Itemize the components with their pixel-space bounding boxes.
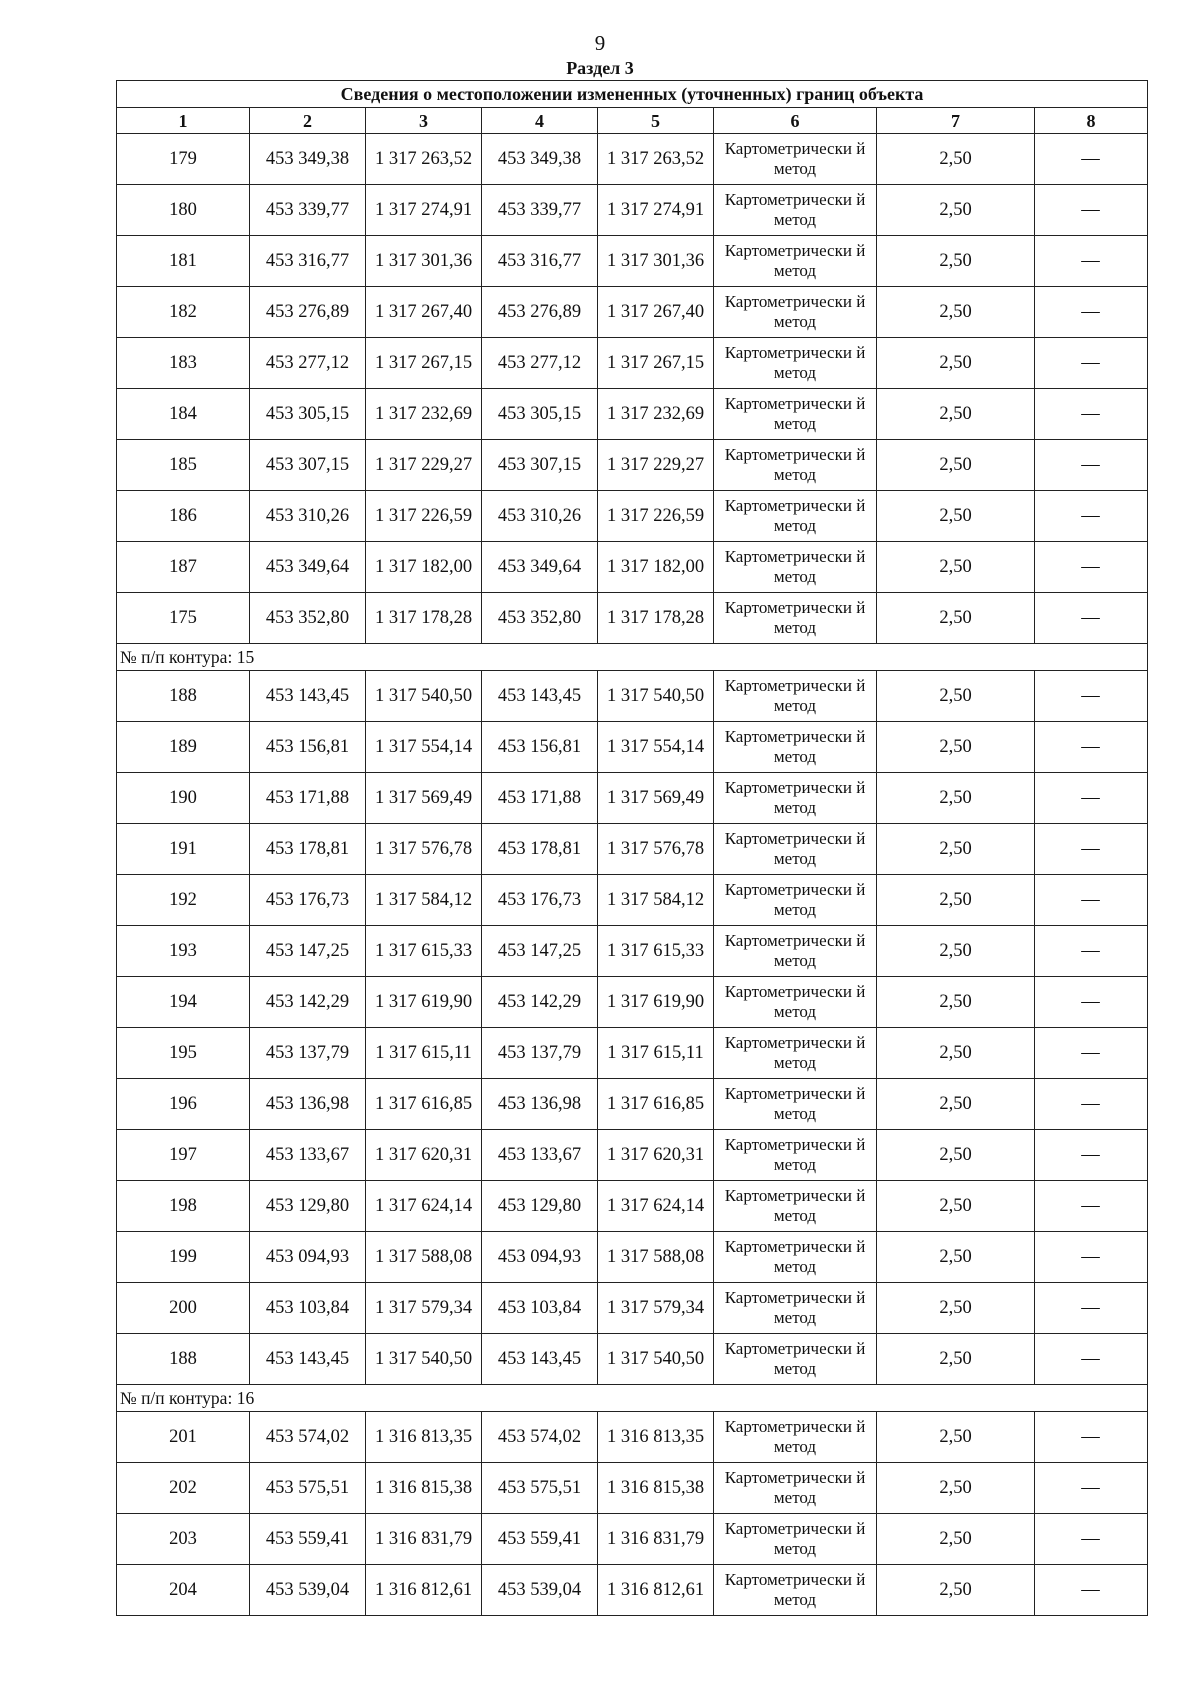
- method-cell: Картометрически й метод: [714, 389, 877, 440]
- point-number-cell: 183: [117, 338, 250, 389]
- notes-cell: —: [1035, 134, 1148, 185]
- table-row: [117, 722, 1148, 773]
- y-coordinate-cell: 1 317 267,40: [598, 287, 714, 338]
- y-coordinate-cell: 1 317 579,34: [366, 1283, 482, 1334]
- y-coordinate-cell: 1 317 588,08: [366, 1232, 482, 1283]
- notes-cell: —: [1035, 440, 1148, 491]
- point-number-cell: 195: [117, 1028, 250, 1079]
- point-number-cell: 193: [117, 926, 250, 977]
- method-cell: Картометрически й метод: [714, 1334, 877, 1385]
- table-row: [117, 875, 1148, 926]
- y-coordinate-cell: 1 317 624,14: [366, 1181, 482, 1232]
- table-row: [117, 926, 1148, 977]
- x-coordinate-cell: 453 349,64: [250, 542, 366, 593]
- x-coordinate-cell: 453 305,15: [482, 389, 598, 440]
- point-number-cell: 192: [117, 875, 250, 926]
- y-coordinate-cell: 1 317 263,52: [366, 134, 482, 185]
- point-number-cell: 180: [117, 185, 250, 236]
- accuracy-cell: 2,50: [877, 338, 1035, 389]
- y-coordinate-cell: 1 317 616,85: [366, 1079, 482, 1130]
- accuracy-cell: 2,50: [877, 491, 1035, 542]
- accuracy-cell: 2,50: [877, 1028, 1035, 1079]
- method-cell: Картометрически й метод: [714, 926, 877, 977]
- point-number-cell: 187: [117, 542, 250, 593]
- accuracy-cell: 2,50: [877, 722, 1035, 773]
- x-coordinate-cell: 453 307,15: [250, 440, 366, 491]
- notes-cell: —: [1035, 671, 1148, 722]
- notes-cell: —: [1035, 1232, 1148, 1283]
- point-number-cell: 186: [117, 491, 250, 542]
- column-number: 3: [366, 108, 482, 134]
- y-coordinate-cell: 1 317 540,50: [366, 671, 482, 722]
- table-row: [117, 1232, 1148, 1283]
- accuracy-cell: 2,50: [877, 134, 1035, 185]
- notes-cell: —: [1035, 722, 1148, 773]
- contour-header-row: [117, 644, 1148, 671]
- x-coordinate-cell: 453 349,38: [482, 134, 598, 185]
- point-number-cell: 204: [117, 1565, 250, 1616]
- x-coordinate-cell: 453 171,88: [250, 773, 366, 824]
- notes-cell: —: [1035, 491, 1148, 542]
- y-coordinate-cell: 1 317 540,50: [598, 671, 714, 722]
- y-coordinate-cell: 1 317 263,52: [598, 134, 714, 185]
- method-cell: Картометрически й метод: [714, 236, 877, 287]
- method-cell: Картометрически й метод: [714, 1514, 877, 1565]
- table-row: [117, 287, 1148, 338]
- notes-cell: —: [1035, 824, 1148, 875]
- notes-cell: —: [1035, 1079, 1148, 1130]
- x-coordinate-cell: 453 142,29: [482, 977, 598, 1028]
- x-coordinate-cell: 453 094,93: [250, 1232, 366, 1283]
- accuracy-cell: 2,50: [877, 593, 1035, 644]
- y-coordinate-cell: 1 317 620,31: [598, 1130, 714, 1181]
- table-row: [117, 1412, 1148, 1463]
- table-row: [117, 1181, 1148, 1232]
- point-number-cell: 200: [117, 1283, 250, 1334]
- y-coordinate-cell: 1 317 267,15: [598, 338, 714, 389]
- y-coordinate-cell: 1 317 178,28: [598, 593, 714, 644]
- x-coordinate-cell: 453 310,26: [482, 491, 598, 542]
- method-cell: Картометрически й метод: [714, 824, 877, 875]
- x-coordinate-cell: 453 316,77: [250, 236, 366, 287]
- x-coordinate-cell: 453 277,12: [250, 338, 366, 389]
- accuracy-cell: 2,50: [877, 1232, 1035, 1283]
- y-coordinate-cell: 1 316 831,79: [598, 1514, 714, 1565]
- x-coordinate-cell: 453 136,98: [250, 1079, 366, 1130]
- table-row: [117, 440, 1148, 491]
- y-coordinate-cell: 1 317 588,08: [598, 1232, 714, 1283]
- x-coordinate-cell: 453 575,51: [482, 1463, 598, 1514]
- x-coordinate-cell: 453 352,80: [250, 593, 366, 644]
- accuracy-cell: 2,50: [877, 1565, 1035, 1616]
- table-row: [117, 977, 1148, 1028]
- x-coordinate-cell: 453 176,73: [482, 875, 598, 926]
- column-number-row: [117, 108, 1148, 134]
- x-coordinate-cell: 453 103,84: [250, 1283, 366, 1334]
- point-number-cell: 190: [117, 773, 250, 824]
- table-row: [117, 542, 1148, 593]
- y-coordinate-cell: 1 317 615,33: [366, 926, 482, 977]
- notes-cell: —: [1035, 593, 1148, 644]
- table-row: [117, 1565, 1148, 1616]
- x-coordinate-cell: 453 103,84: [482, 1283, 598, 1334]
- method-cell: Картометрически й метод: [714, 875, 877, 926]
- method-cell: Картометрически й метод: [714, 1181, 877, 1232]
- x-coordinate-cell: 453 129,80: [482, 1181, 598, 1232]
- method-cell: Картометрически й метод: [714, 1232, 877, 1283]
- x-coordinate-cell: 453 349,64: [482, 542, 598, 593]
- x-coordinate-cell: 453 137,79: [482, 1028, 598, 1079]
- y-coordinate-cell: 1 316 812,61: [366, 1565, 482, 1616]
- x-coordinate-cell: 453 276,89: [482, 287, 598, 338]
- y-coordinate-cell: 1 317 554,14: [366, 722, 482, 773]
- notes-cell: —: [1035, 773, 1148, 824]
- y-coordinate-cell: 1 317 274,91: [366, 185, 482, 236]
- method-cell: Картометрически й метод: [714, 338, 877, 389]
- method-cell: Картометрически й метод: [714, 185, 877, 236]
- x-coordinate-cell: 453 142,29: [250, 977, 366, 1028]
- table-row: [117, 593, 1148, 644]
- y-coordinate-cell: 1 317 615,11: [366, 1028, 482, 1079]
- y-coordinate-cell: 1 317 182,00: [598, 542, 714, 593]
- method-cell: Картометрически й метод: [714, 287, 877, 338]
- table-row: [117, 491, 1148, 542]
- x-coordinate-cell: 453 559,41: [250, 1514, 366, 1565]
- point-number-cell: 196: [117, 1079, 250, 1130]
- accuracy-cell: 2,50: [877, 1130, 1035, 1181]
- notes-cell: —: [1035, 542, 1148, 593]
- contour-header-row: [117, 1385, 1148, 1412]
- point-number-cell: 181: [117, 236, 250, 287]
- point-number-cell: 201: [117, 1412, 250, 1463]
- x-coordinate-cell: 453 178,81: [250, 824, 366, 875]
- table-row: [117, 824, 1148, 875]
- contour-label: № п/п контура: 15: [117, 644, 1148, 671]
- notes-cell: —: [1035, 389, 1148, 440]
- method-cell: Картометрически й метод: [714, 773, 877, 824]
- accuracy-cell: 2,50: [877, 1463, 1035, 1514]
- x-coordinate-cell: 453 339,77: [250, 185, 366, 236]
- y-coordinate-cell: 1 317 619,90: [366, 977, 482, 1028]
- point-number-cell: 175: [117, 593, 250, 644]
- x-coordinate-cell: 453 575,51: [250, 1463, 366, 1514]
- notes-cell: —: [1035, 875, 1148, 926]
- column-number: 4: [482, 108, 598, 134]
- point-number-cell: 188: [117, 1334, 250, 1385]
- table-row: [117, 1463, 1148, 1514]
- x-coordinate-cell: 453 277,12: [482, 338, 598, 389]
- y-coordinate-cell: 1 317 274,91: [598, 185, 714, 236]
- column-number: 1: [117, 108, 250, 134]
- method-cell: Картометрически й метод: [714, 1079, 877, 1130]
- y-coordinate-cell: 1 317 620,31: [366, 1130, 482, 1181]
- accuracy-cell: 2,50: [877, 926, 1035, 977]
- x-coordinate-cell: 453 307,15: [482, 440, 598, 491]
- y-coordinate-cell: 1 317 226,59: [366, 491, 482, 542]
- method-cell: Картометрически й метод: [714, 671, 877, 722]
- table-row: [117, 1283, 1148, 1334]
- x-coordinate-cell: 453 316,77: [482, 236, 598, 287]
- x-coordinate-cell: 453 143,45: [250, 671, 366, 722]
- table-row: [117, 1079, 1148, 1130]
- y-coordinate-cell: 1 317 576,78: [598, 824, 714, 875]
- x-coordinate-cell: 453 171,88: [482, 773, 598, 824]
- accuracy-cell: 2,50: [877, 440, 1035, 491]
- notes-cell: —: [1035, 1412, 1148, 1463]
- point-number-cell: 199: [117, 1232, 250, 1283]
- accuracy-cell: 2,50: [877, 671, 1035, 722]
- x-coordinate-cell: 453 156,81: [250, 722, 366, 773]
- table-row: [117, 389, 1148, 440]
- y-coordinate-cell: 1 317 229,27: [366, 440, 482, 491]
- accuracy-cell: 2,50: [877, 1334, 1035, 1385]
- y-coordinate-cell: 1 317 540,50: [366, 1334, 482, 1385]
- accuracy-cell: 2,50: [877, 389, 1035, 440]
- notes-cell: —: [1035, 1334, 1148, 1385]
- section-title: Раздел 3: [566, 58, 634, 78]
- table-row: [117, 1334, 1148, 1385]
- notes-cell: —: [1035, 1565, 1148, 1616]
- y-coordinate-cell: 1 317 619,90: [598, 977, 714, 1028]
- accuracy-cell: 2,50: [877, 824, 1035, 875]
- accuracy-cell: 2,50: [877, 875, 1035, 926]
- accuracy-cell: 2,50: [877, 1079, 1035, 1130]
- x-coordinate-cell: 453 178,81: [482, 824, 598, 875]
- accuracy-cell: 2,50: [877, 1181, 1035, 1232]
- notes-cell: —: [1035, 1514, 1148, 1565]
- column-number: 7: [877, 108, 1035, 134]
- x-coordinate-cell: 453 147,25: [250, 926, 366, 977]
- y-coordinate-cell: 1 317 301,36: [366, 236, 482, 287]
- notes-cell: —: [1035, 1283, 1148, 1334]
- y-coordinate-cell: 1 317 226,59: [598, 491, 714, 542]
- table-row: [117, 1130, 1148, 1181]
- column-number: 6: [714, 108, 877, 134]
- boundary-coordinates-table: [116, 80, 1148, 1616]
- y-coordinate-cell: 1 317 301,36: [598, 236, 714, 287]
- y-coordinate-cell: 1 317 232,69: [598, 389, 714, 440]
- x-coordinate-cell: 453 143,45: [482, 671, 598, 722]
- y-coordinate-cell: 1 317 579,34: [598, 1283, 714, 1334]
- method-cell: Картометрически й метод: [714, 1283, 877, 1334]
- x-coordinate-cell: 453 574,02: [250, 1412, 366, 1463]
- table-row: [117, 1028, 1148, 1079]
- point-number-cell: 203: [117, 1514, 250, 1565]
- notes-cell: —: [1035, 1181, 1148, 1232]
- notes-cell: —: [1035, 236, 1148, 287]
- method-cell: Картометрически й метод: [714, 440, 877, 491]
- method-cell: Картометрически й метод: [714, 1028, 877, 1079]
- x-coordinate-cell: 453 094,93: [482, 1232, 598, 1283]
- point-number-cell: 182: [117, 287, 250, 338]
- x-coordinate-cell: 453 133,67: [250, 1130, 366, 1181]
- point-number-cell: 198: [117, 1181, 250, 1232]
- accuracy-cell: 2,50: [877, 185, 1035, 236]
- y-coordinate-cell: 1 317 554,14: [598, 722, 714, 773]
- y-coordinate-cell: 1 317 232,69: [366, 389, 482, 440]
- y-coordinate-cell: 1 316 831,79: [366, 1514, 482, 1565]
- accuracy-cell: 2,50: [877, 1514, 1035, 1565]
- x-coordinate-cell: 453 559,41: [482, 1514, 598, 1565]
- y-coordinate-cell: 1 317 569,49: [598, 773, 714, 824]
- table-row: [117, 236, 1148, 287]
- y-coordinate-cell: 1 317 615,11: [598, 1028, 714, 1079]
- method-cell: Картометрически й метод: [714, 542, 877, 593]
- table-row: [117, 338, 1148, 389]
- x-coordinate-cell: 453 133,67: [482, 1130, 598, 1181]
- method-cell: Картометрически й метод: [714, 134, 877, 185]
- point-number-cell: 188: [117, 671, 250, 722]
- accuracy-cell: 2,50: [877, 977, 1035, 1028]
- y-coordinate-cell: 1 317 178,28: [366, 593, 482, 644]
- point-number-cell: 185: [117, 440, 250, 491]
- accuracy-cell: 2,50: [877, 236, 1035, 287]
- x-coordinate-cell: 453 305,15: [250, 389, 366, 440]
- x-coordinate-cell: 453 143,45: [250, 1334, 366, 1385]
- x-coordinate-cell: 453 129,80: [250, 1181, 366, 1232]
- x-coordinate-cell: 453 276,89: [250, 287, 366, 338]
- x-coordinate-cell: 453 143,45: [482, 1334, 598, 1385]
- method-cell: Картометрически й метод: [714, 1565, 877, 1616]
- column-number: 5: [598, 108, 714, 134]
- accuracy-cell: 2,50: [877, 287, 1035, 338]
- x-coordinate-cell: 453 352,80: [482, 593, 598, 644]
- notes-cell: —: [1035, 977, 1148, 1028]
- notes-cell: —: [1035, 287, 1148, 338]
- point-number-cell: 184: [117, 389, 250, 440]
- notes-cell: —: [1035, 1028, 1148, 1079]
- y-coordinate-cell: 1 316 815,38: [366, 1463, 482, 1514]
- y-coordinate-cell: 1 316 815,38: [598, 1463, 714, 1514]
- y-coordinate-cell: 1 317 584,12: [366, 875, 482, 926]
- notes-cell: —: [1035, 185, 1148, 236]
- y-coordinate-cell: 1 317 624,14: [598, 1181, 714, 1232]
- table-row: [117, 773, 1148, 824]
- y-coordinate-cell: 1 317 182,00: [366, 542, 482, 593]
- method-cell: Картометрически й метод: [714, 722, 877, 773]
- y-coordinate-cell: 1 316 813,35: [598, 1412, 714, 1463]
- point-number-cell: 191: [117, 824, 250, 875]
- column-number: 8: [1035, 108, 1148, 134]
- y-coordinate-cell: 1 317 540,50: [598, 1334, 714, 1385]
- point-number-cell: 197: [117, 1130, 250, 1181]
- y-coordinate-cell: 1 317 576,78: [366, 824, 482, 875]
- contour-label: № п/п контура: 16: [117, 1385, 1148, 1412]
- x-coordinate-cell: 453 136,98: [482, 1079, 598, 1130]
- x-coordinate-cell: 453 574,02: [482, 1412, 598, 1463]
- x-coordinate-cell: 453 156,81: [482, 722, 598, 773]
- table-row: [117, 185, 1148, 236]
- x-coordinate-cell: 453 339,77: [482, 185, 598, 236]
- point-number-cell: 189: [117, 722, 250, 773]
- table-body: [117, 134, 1148, 1616]
- method-cell: Картометрически й метод: [714, 1463, 877, 1514]
- y-coordinate-cell: 1 316 813,35: [366, 1412, 482, 1463]
- x-coordinate-cell: 453 176,73: [250, 875, 366, 926]
- y-coordinate-cell: 1 317 569,49: [366, 773, 482, 824]
- method-cell: Картометрически й метод: [714, 593, 877, 644]
- accuracy-cell: 2,50: [877, 773, 1035, 824]
- x-coordinate-cell: 453 310,26: [250, 491, 366, 542]
- notes-cell: —: [1035, 926, 1148, 977]
- method-cell: Картометрически й метод: [714, 1412, 877, 1463]
- point-number-cell: 202: [117, 1463, 250, 1514]
- x-coordinate-cell: 453 539,04: [250, 1565, 366, 1616]
- notes-cell: —: [1035, 1130, 1148, 1181]
- table-row: [117, 134, 1148, 185]
- point-number-cell: 194: [117, 977, 250, 1028]
- method-cell: Картометрически й метод: [714, 1130, 877, 1181]
- table-caption: Сведения о местоположении измененных (уточненных) границ объекта: [117, 81, 1148, 108]
- y-coordinate-cell: 1 317 267,40: [366, 287, 482, 338]
- y-coordinate-cell: 1 316 812,61: [598, 1565, 714, 1616]
- point-number-cell: 179: [117, 134, 250, 185]
- y-coordinate-cell: 1 317 584,12: [598, 875, 714, 926]
- x-coordinate-cell: 453 147,25: [482, 926, 598, 977]
- accuracy-cell: 2,50: [877, 1412, 1035, 1463]
- notes-cell: —: [1035, 1463, 1148, 1514]
- accuracy-cell: 2,50: [877, 1283, 1035, 1334]
- x-coordinate-cell: 453 539,04: [482, 1565, 598, 1616]
- notes-cell: —: [1035, 338, 1148, 389]
- table-row: [117, 1514, 1148, 1565]
- table-row: [117, 671, 1148, 722]
- x-coordinate-cell: 453 349,38: [250, 134, 366, 185]
- method-cell: Картометрически й метод: [714, 977, 877, 1028]
- page-number: 9: [594, 31, 606, 55]
- y-coordinate-cell: 1 317 229,27: [598, 440, 714, 491]
- column-number: 2: [250, 108, 366, 134]
- y-coordinate-cell: 1 317 616,85: [598, 1079, 714, 1130]
- y-coordinate-cell: 1 317 615,33: [598, 926, 714, 977]
- accuracy-cell: 2,50: [877, 542, 1035, 593]
- method-cell: Картометрически й метод: [714, 491, 877, 542]
- x-coordinate-cell: 453 137,79: [250, 1028, 366, 1079]
- y-coordinate-cell: 1 317 267,15: [366, 338, 482, 389]
